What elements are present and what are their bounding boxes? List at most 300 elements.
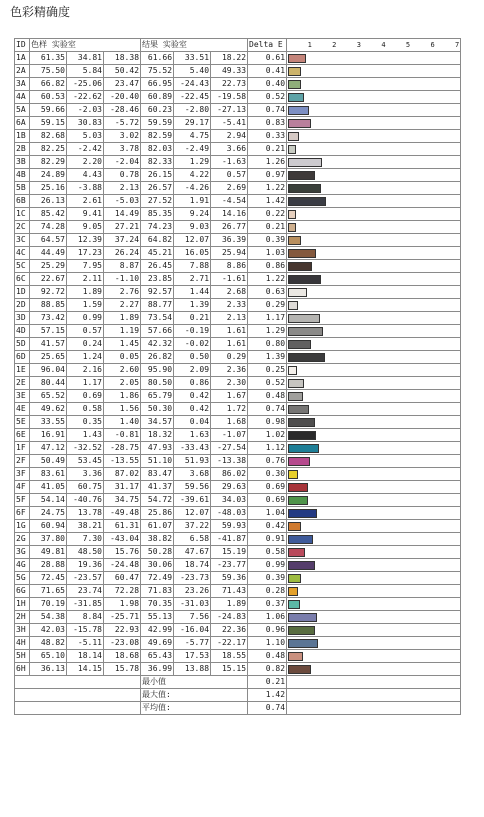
- delta-e-value: 0.99: [248, 559, 287, 572]
- ref-b: -28.75: [104, 442, 141, 455]
- delta-e-bar: [288, 353, 325, 362]
- delta-e-bar-cell: [287, 416, 461, 429]
- delta-e-value: 0.22: [248, 208, 287, 221]
- result-l: 54.72: [141, 494, 174, 507]
- ref-l: 64.57: [30, 234, 67, 247]
- ref-b: 1.40: [104, 416, 141, 429]
- ref-b: 2.60: [104, 364, 141, 377]
- patch-id: 5C: [15, 260, 30, 273]
- delta-e-bar-cell: [287, 325, 461, 338]
- ref-b: -49.48: [104, 507, 141, 520]
- result-l: 57.66: [141, 325, 174, 338]
- delta-e-bar-cell: [287, 234, 461, 247]
- scale-tick-label: 2: [332, 41, 337, 49]
- table-row: [15, 572, 461, 585]
- result-b: 2.69: [211, 182, 248, 195]
- summary-row: [15, 676, 461, 689]
- ref-b: 15.78: [104, 663, 141, 676]
- table-row: [15, 624, 461, 637]
- patch-id: 6G: [15, 585, 30, 598]
- delta-e-value: 0.29: [248, 299, 287, 312]
- delta-e-value: 0.37: [248, 598, 287, 611]
- delta-e-bar-cell: [287, 286, 461, 299]
- delta-e-bar-cell: [287, 117, 461, 130]
- result-b: -1.63: [211, 156, 248, 169]
- ref-a: 12.39: [67, 234, 104, 247]
- patch-id: 3C: [15, 234, 30, 247]
- patch-id: 6C: [15, 273, 30, 286]
- ref-a: 0.24: [67, 338, 104, 351]
- ref-a: 0.57: [67, 325, 104, 338]
- ref-a: -5.11: [67, 637, 104, 650]
- ref-a: 19.36: [67, 559, 104, 572]
- ref-l: 65.52: [30, 390, 67, 403]
- summary-row: [15, 702, 461, 715]
- ref-a: -15.78: [67, 624, 104, 637]
- ref-b: 31.17: [104, 481, 141, 494]
- patch-id: 2H: [15, 611, 30, 624]
- patch-id: 5G: [15, 572, 30, 585]
- result-a: 0.04: [174, 416, 211, 429]
- ref-a: 17.23: [67, 247, 104, 260]
- result-a: -22.45: [174, 91, 211, 104]
- patch-id: 3G: [15, 546, 30, 559]
- result-b: 2.36: [211, 364, 248, 377]
- delta-e-bar-cell: [287, 312, 461, 325]
- ref-l: 71.65: [30, 585, 67, 598]
- result-b: 22.73: [211, 78, 248, 91]
- patch-id: 3F: [15, 468, 30, 481]
- delta-e-bar: [288, 262, 312, 271]
- result-b: 34.03: [211, 494, 248, 507]
- patch-id: 1E: [15, 364, 30, 377]
- result-l: 85.35: [141, 208, 174, 221]
- ref-b: -20.40: [104, 91, 141, 104]
- result-b: 59.93: [211, 520, 248, 533]
- ref-b: -5.03: [104, 195, 141, 208]
- table-row: [15, 117, 461, 130]
- ref-l: 75.50: [30, 65, 67, 78]
- patch-id: 1A: [15, 52, 30, 65]
- scale-tick-label: 4: [381, 41, 386, 49]
- delta-e-value: 0.33: [248, 130, 287, 143]
- ref-b: 0.05: [104, 351, 141, 364]
- table-row: [15, 338, 461, 351]
- result-l: 23.85: [141, 273, 174, 286]
- summary-row: [15, 689, 461, 702]
- ref-a: -32.52: [67, 442, 104, 455]
- summary-blank: [15, 689, 141, 702]
- result-b: 2.68: [211, 286, 248, 299]
- result-l: 59.59: [141, 117, 174, 130]
- patch-id: 2B: [15, 143, 30, 156]
- ref-b: 18.68: [104, 650, 141, 663]
- result-a: 1.63: [174, 429, 211, 442]
- result-l: 75.52: [141, 65, 174, 78]
- patch-id: 5A: [15, 104, 30, 117]
- result-l: 82.33: [141, 156, 174, 169]
- patch-id: 2D: [15, 299, 30, 312]
- delta-e-bar-cell: [287, 260, 461, 273]
- ref-a: 1.59: [67, 299, 104, 312]
- result-l: 80.50: [141, 377, 174, 390]
- table-row: [15, 455, 461, 468]
- ref-l: 47.12: [30, 442, 67, 455]
- ref-l: 72.45: [30, 572, 67, 585]
- patch-id: 3D: [15, 312, 30, 325]
- ref-a: -23.57: [67, 572, 104, 585]
- ref-l: 54.14: [30, 494, 67, 507]
- ref-b: -43.04: [104, 533, 141, 546]
- table-row: [15, 91, 461, 104]
- delta-e-bar-cell: [287, 156, 461, 169]
- result-a: 9.03: [174, 221, 211, 234]
- scale-tick-label: 5: [405, 41, 411, 49]
- result-l: 50.30: [141, 403, 174, 416]
- delta-e-bar: [288, 67, 301, 76]
- ref-a: 2.16: [67, 364, 104, 377]
- result-b: 26.77: [211, 221, 248, 234]
- ref-l: 50.49: [30, 455, 67, 468]
- delta-e-value: 0.39: [248, 572, 287, 585]
- result-a: 37.22: [174, 520, 211, 533]
- delta-e-value: 0.30: [248, 468, 287, 481]
- delta-e-bar: [288, 301, 298, 310]
- result-a: -39.61: [174, 494, 211, 507]
- result-b: -48.03: [211, 507, 248, 520]
- delta-e-bar-cell: [287, 481, 461, 494]
- result-l: 61.07: [141, 520, 174, 533]
- ref-b: 1.56: [104, 403, 141, 416]
- result-l: 66.95: [141, 78, 174, 91]
- delta-e-value: 0.86: [248, 260, 287, 273]
- delta-e-value: 0.40: [248, 78, 287, 91]
- summary-blank: [15, 702, 141, 715]
- table-row: [15, 390, 461, 403]
- patch-id: 1D: [15, 286, 30, 299]
- delta-e-value: 0.83: [248, 117, 287, 130]
- table-row: [15, 546, 461, 559]
- result-l: 41.37: [141, 481, 174, 494]
- result-a: 13.88: [174, 663, 211, 676]
- ref-a: 0.99: [67, 312, 104, 325]
- ref-b: -23.08: [104, 637, 141, 650]
- ref-a: -22.62: [67, 91, 104, 104]
- patch-id: 4E: [15, 403, 30, 416]
- delta-e-value: 0.41: [248, 65, 287, 78]
- result-b: 22.36: [211, 624, 248, 637]
- table-row: [15, 429, 461, 442]
- table-row: [15, 130, 461, 143]
- delta-e-bar: [288, 184, 321, 193]
- result-l: 26.82: [141, 351, 174, 364]
- delta-e-bar: [288, 418, 315, 427]
- table-row: [15, 208, 461, 221]
- patch-id: 4A: [15, 91, 30, 104]
- patch-id: 2E: [15, 377, 30, 390]
- result-a: 18.74: [174, 559, 211, 572]
- ref-l: 59.15: [30, 117, 67, 130]
- table-row: [15, 481, 461, 494]
- delta-e-bar-cell: [287, 572, 461, 585]
- delta-e-bar: [288, 639, 318, 648]
- ref-l: 41.57: [30, 338, 67, 351]
- result-l: 38.82: [141, 533, 174, 546]
- result-l: 70.35: [141, 598, 174, 611]
- result-b: 2.94: [211, 130, 248, 143]
- table-row: [15, 520, 461, 533]
- table-row: [15, 260, 461, 273]
- result-b: 3.66: [211, 143, 248, 156]
- delta-e-bar: [288, 275, 321, 284]
- result-a: 29.17: [174, 117, 211, 130]
- table-row: [15, 351, 461, 364]
- ref-b: 8.87: [104, 260, 141, 273]
- delta-e-value: 0.58: [248, 546, 287, 559]
- ref-l: 54.38: [30, 611, 67, 624]
- delta-e-bar-cell: [287, 637, 461, 650]
- delta-e-bar-cell: [287, 273, 461, 286]
- table-row: [15, 143, 461, 156]
- ref-b: 0.78: [104, 169, 141, 182]
- ref-a: -40.76: [67, 494, 104, 507]
- ref-l: 25.29: [30, 260, 67, 273]
- delta-e-value: 0.96: [248, 624, 287, 637]
- delta-e-bar-cell: [287, 624, 461, 637]
- delta-e-bar: [288, 171, 315, 180]
- patch-id: 3A: [15, 78, 30, 91]
- patch-id: 5E: [15, 416, 30, 429]
- ref-b: 2.27: [104, 299, 141, 312]
- delta-e-bar: [288, 145, 296, 154]
- result-b: -24.83: [211, 611, 248, 624]
- result-a: 4.75: [174, 130, 211, 143]
- ref-a: -25.06: [67, 78, 104, 91]
- ref-a: 1.17: [67, 377, 104, 390]
- patch-id: 2C: [15, 221, 30, 234]
- ref-b: 2.76: [104, 286, 141, 299]
- delta-e-bar-cell: [287, 52, 461, 65]
- result-b: -22.17: [211, 637, 248, 650]
- ref-l: 61.35: [30, 52, 67, 65]
- scale-ticks: [287, 39, 461, 52]
- delta-e-value: 0.98: [248, 416, 287, 429]
- patch-id: 6H: [15, 663, 30, 676]
- result-a: 2.71: [174, 273, 211, 286]
- result-b: 29.63: [211, 481, 248, 494]
- result-l: 83.47: [141, 468, 174, 481]
- ref-a: 4.43: [67, 169, 104, 182]
- result-b: -4.54: [211, 195, 248, 208]
- delta-e-bar-cell: [287, 494, 461, 507]
- delta-e-bar: [288, 366, 297, 375]
- delta-e-bar: [288, 457, 310, 466]
- delta-e-bar: [288, 431, 316, 440]
- header-result-lab: 结果 实验室: [141, 39, 248, 52]
- summary-label: 平均值:: [141, 702, 248, 715]
- result-a: 0.50: [174, 351, 211, 364]
- ref-l: 48.82: [30, 637, 67, 650]
- ref-b: -1.10: [104, 273, 141, 286]
- result-b: 1.89: [211, 598, 248, 611]
- result-l: 49.69: [141, 637, 174, 650]
- ref-l: 42.03: [30, 624, 67, 637]
- delta-e-value: 0.48: [248, 650, 287, 663]
- ref-b: 60.47: [104, 572, 141, 585]
- delta-e-value: 1.02: [248, 429, 287, 442]
- table-row: [15, 234, 461, 247]
- result-l: 47.93: [141, 442, 174, 455]
- ref-b: 2.05: [104, 377, 141, 390]
- delta-e-bar-cell: [287, 104, 461, 117]
- result-b: 36.39: [211, 234, 248, 247]
- delta-e-value: 1.04: [248, 507, 287, 520]
- result-l: 18.32: [141, 429, 174, 442]
- result-b: 1.72: [211, 403, 248, 416]
- header-delta-e: Delta E: [248, 39, 287, 52]
- summary-value: 1.42: [248, 689, 287, 702]
- ref-l: 26.13: [30, 195, 67, 208]
- result-a: 9.24: [174, 208, 211, 221]
- result-b: -13.38: [211, 455, 248, 468]
- result-b: 18.55: [211, 650, 248, 663]
- summary-blank: [287, 689, 461, 702]
- result-l: 64.82: [141, 234, 174, 247]
- result-b: 2.30: [211, 377, 248, 390]
- result-a: 59.56: [174, 481, 211, 494]
- result-l: 55.13: [141, 611, 174, 624]
- delta-e-bar-cell: [287, 520, 461, 533]
- patch-id: 2G: [15, 533, 30, 546]
- summary-blank: [15, 676, 141, 689]
- result-a: 17.53: [174, 650, 211, 663]
- ref-a: 2.20: [67, 156, 104, 169]
- result-l: 34.57: [141, 416, 174, 429]
- ref-a: 9.05: [67, 221, 104, 234]
- ref-b: 18.38: [104, 52, 141, 65]
- ref-b: 3.02: [104, 130, 141, 143]
- delta-e-bar: [288, 106, 309, 115]
- result-b: 0.29: [211, 351, 248, 364]
- delta-e-bar: [288, 119, 311, 128]
- result-b: -1.61: [211, 273, 248, 286]
- result-b: -23.77: [211, 559, 248, 572]
- result-a: 3.68: [174, 468, 211, 481]
- delta-e-bar: [288, 132, 299, 141]
- ref-b: 87.02: [104, 468, 141, 481]
- patch-id: 6E: [15, 429, 30, 442]
- delta-e-bar: [288, 652, 303, 661]
- table-row: [15, 156, 461, 169]
- table-row: [15, 364, 461, 377]
- delta-e-value: 0.21: [248, 143, 287, 156]
- ref-b: 14.49: [104, 208, 141, 221]
- result-l: 65.79: [141, 390, 174, 403]
- delta-e-bar: [288, 392, 303, 401]
- ref-a: 5.84: [67, 65, 104, 78]
- delta-e-bar-cell: [287, 585, 461, 598]
- result-b: 49.33: [211, 65, 248, 78]
- result-l: 72.49: [141, 572, 174, 585]
- result-a: 2.09: [174, 364, 211, 377]
- delta-e-bar-cell: [287, 403, 461, 416]
- delta-e-value: 0.82: [248, 663, 287, 676]
- delta-e-bar-cell: [287, 338, 461, 351]
- delta-e-bar: [288, 496, 308, 505]
- result-b: 0.57: [211, 169, 248, 182]
- delta-e-bar-cell: [287, 78, 461, 91]
- ref-b: 61.31: [104, 520, 141, 533]
- table-row: [15, 78, 461, 91]
- table-row: [15, 273, 461, 286]
- delta-e-bar-cell: [287, 208, 461, 221]
- ref-a: 8.84: [67, 611, 104, 624]
- ref-b: 1.98: [104, 598, 141, 611]
- summary-blank: [287, 702, 461, 715]
- result-b: 25.94: [211, 247, 248, 260]
- patch-id: 3B: [15, 156, 30, 169]
- summary-label: 最大值:: [141, 689, 248, 702]
- delta-e-bar: [288, 444, 319, 453]
- table-row: [15, 598, 461, 611]
- delta-e-bar: [288, 340, 311, 349]
- result-l: 50.28: [141, 546, 174, 559]
- patch-id: 2F: [15, 455, 30, 468]
- ref-b: 72.28: [104, 585, 141, 598]
- delta-e-value: 1.17: [248, 312, 287, 325]
- result-a: 1.39: [174, 299, 211, 312]
- delta-e-value: 0.61: [248, 52, 287, 65]
- delta-e-value: 1.26: [248, 156, 287, 169]
- result-l: 51.10: [141, 455, 174, 468]
- result-l: 88.77: [141, 299, 174, 312]
- ref-b: 34.75: [104, 494, 141, 507]
- result-a: 1.91: [174, 195, 211, 208]
- table-row: [15, 559, 461, 572]
- delta-e-bar: [288, 509, 317, 518]
- table-row: [15, 221, 461, 234]
- result-a: 47.67: [174, 546, 211, 559]
- ref-b: 15.76: [104, 546, 141, 559]
- ref-a: 7.30: [67, 533, 104, 546]
- table-row: [15, 416, 461, 429]
- ref-l: 82.29: [30, 156, 67, 169]
- ref-l: 57.15: [30, 325, 67, 338]
- delta-e-bar-cell: [287, 65, 461, 78]
- delta-e-value: 0.48: [248, 390, 287, 403]
- ref-l: 24.89: [30, 169, 67, 182]
- result-b: -27.13: [211, 104, 248, 117]
- result-a: -0.19: [174, 325, 211, 338]
- table-row: [15, 104, 461, 117]
- delta-e-bar-cell: [287, 442, 461, 455]
- patch-id: 5B: [15, 182, 30, 195]
- delta-e-bar: [288, 197, 326, 206]
- ref-l: 92.72: [30, 286, 67, 299]
- ref-a: 18.14: [67, 650, 104, 663]
- delta-e-bar-cell: [287, 663, 461, 676]
- patch-id: 1F: [15, 442, 30, 455]
- delta-e-bar-cell: [287, 650, 461, 663]
- table-row: [15, 312, 461, 325]
- ref-a: -2.42: [67, 143, 104, 156]
- delta-e-bar-cell: [287, 91, 461, 104]
- ref-a: 0.35: [67, 416, 104, 429]
- delta-e-value: 0.91: [248, 533, 287, 546]
- summary-value: 0.74: [248, 702, 287, 715]
- result-b: 71.43: [211, 585, 248, 598]
- table-row: [15, 52, 461, 65]
